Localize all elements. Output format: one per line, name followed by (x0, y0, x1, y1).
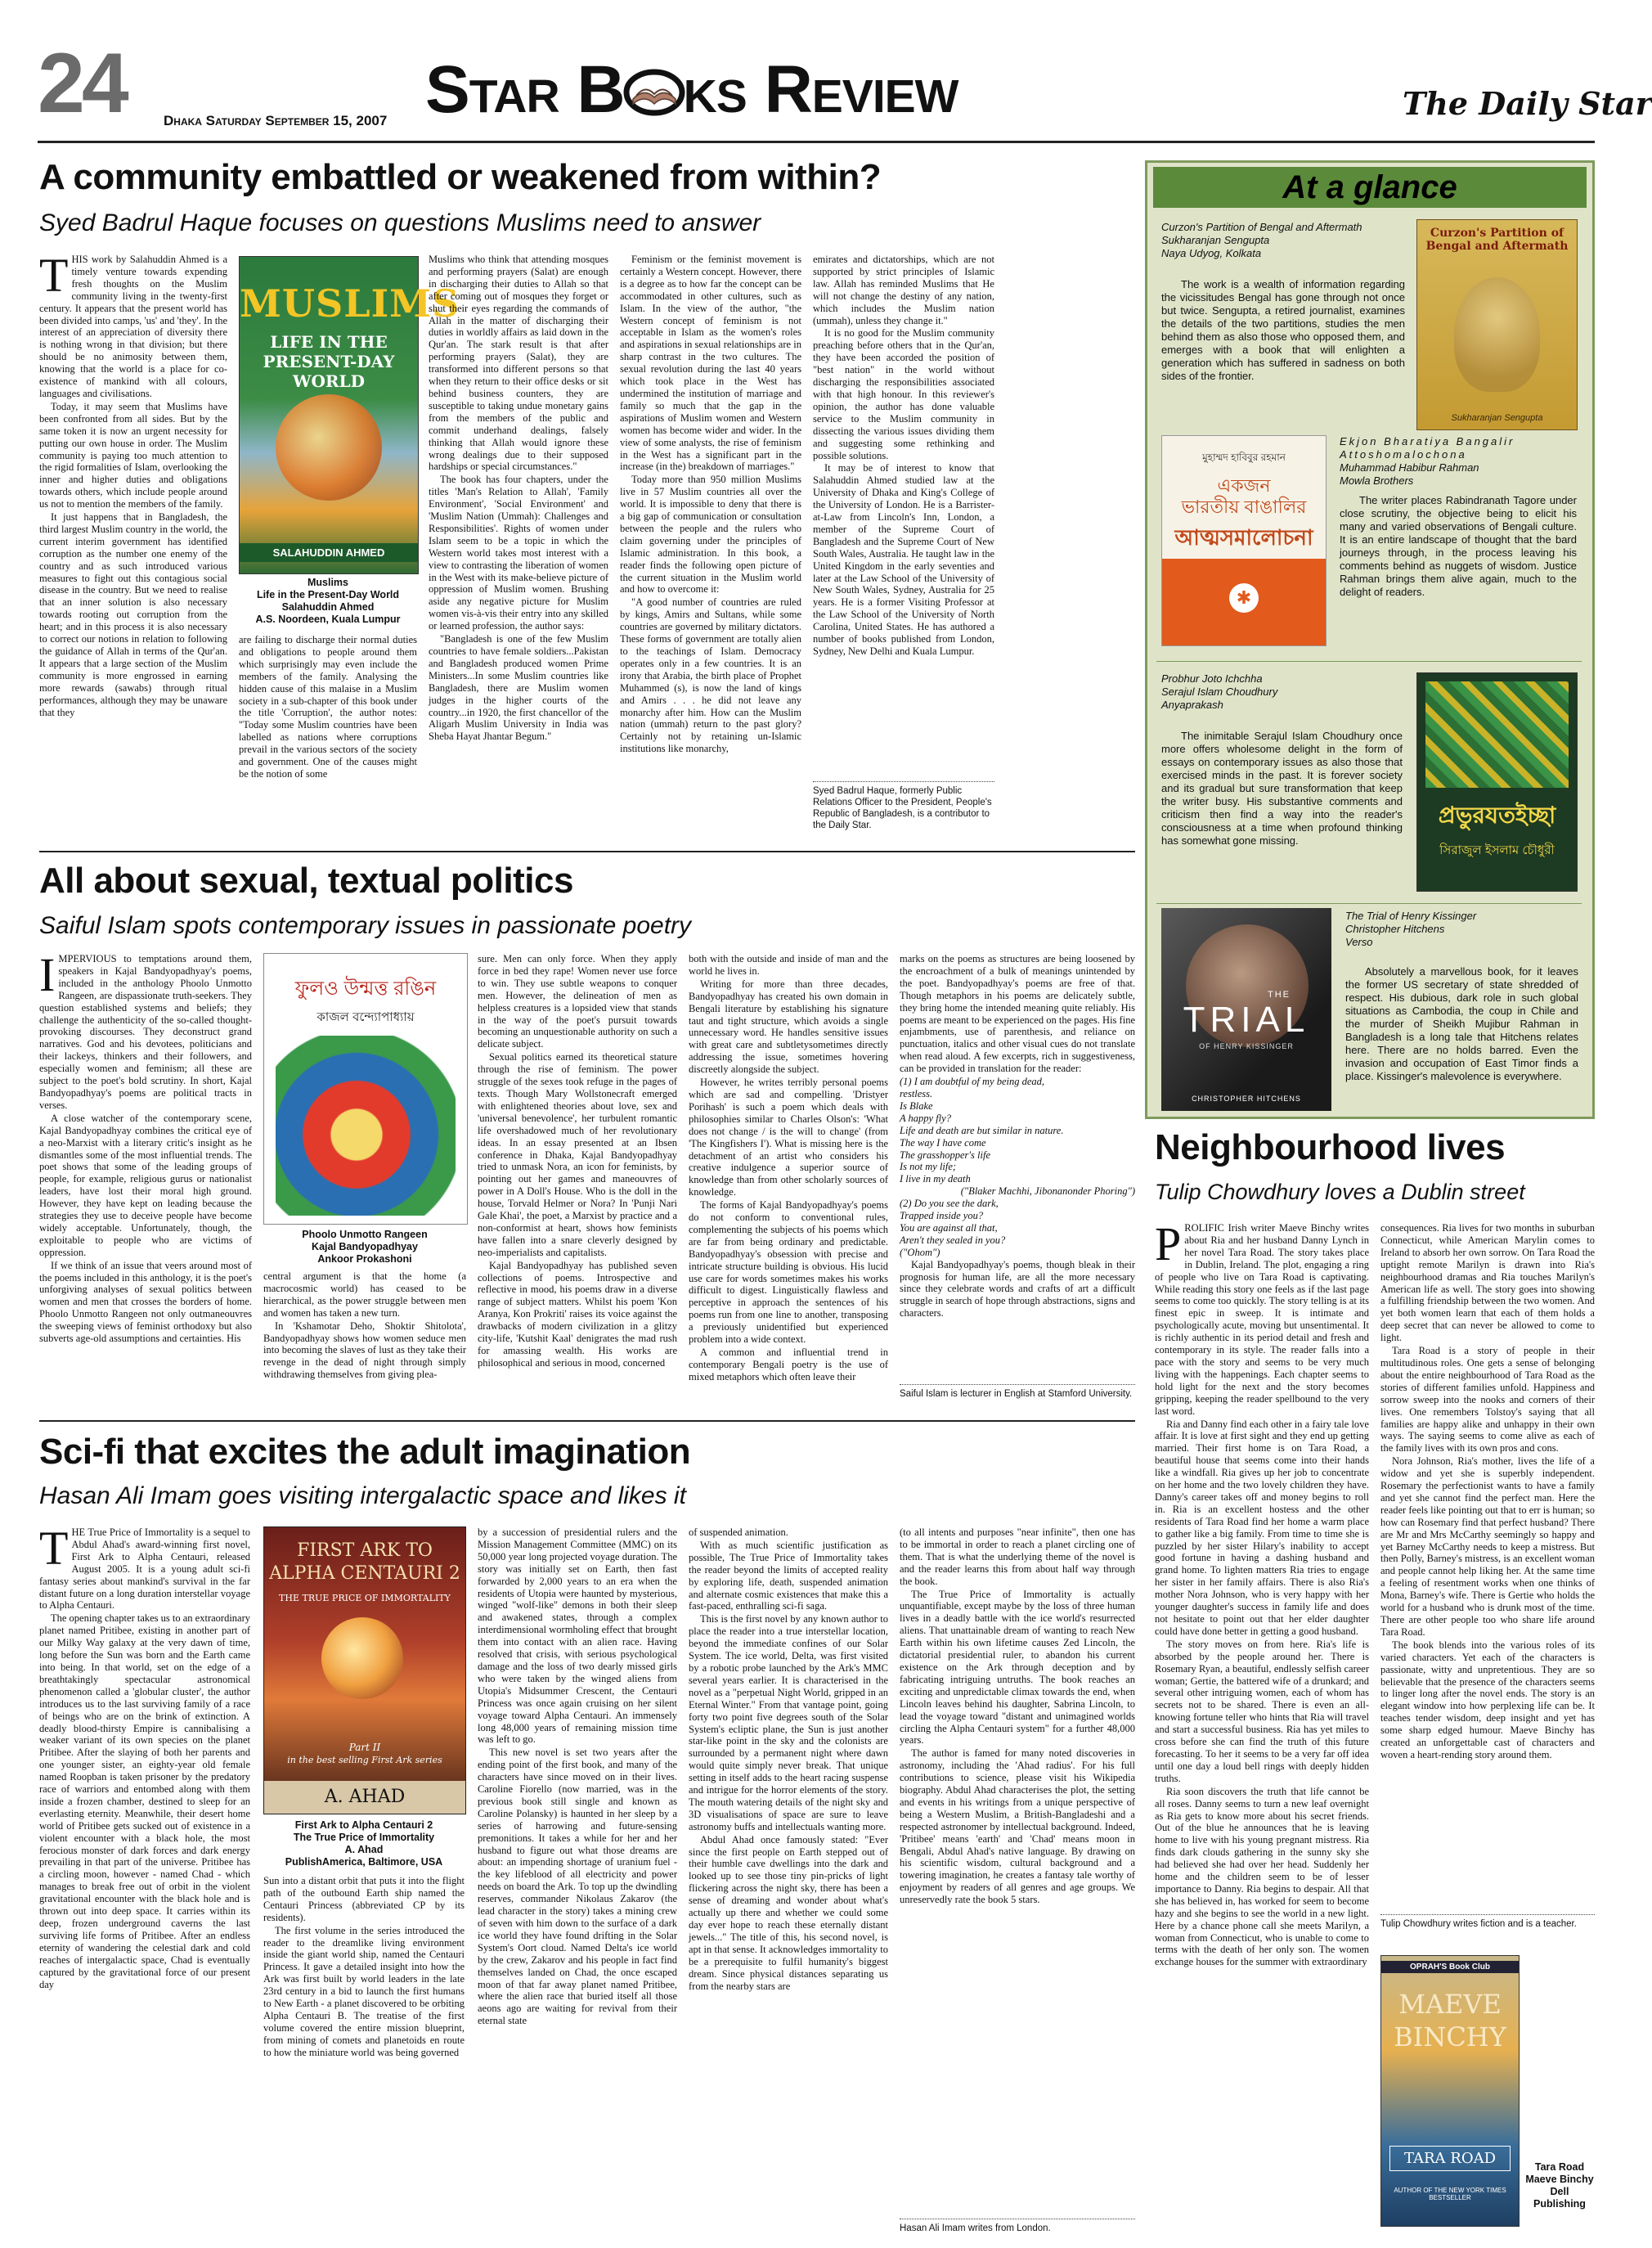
paragraph: of suspended animation. (689, 1526, 788, 1538)
cover-title: Curzon's Partition of Bengal and Aftermath (1425, 227, 1569, 253)
glance-book-author: Sukharanjan Sengupta (1161, 234, 1270, 246)
trial-book-cover (1161, 908, 1331, 1111)
glance-header: At a glance (1153, 167, 1587, 208)
article3-col1 (1155, 1217, 1369, 2245)
cover-author: সিরাজুল ইসলাম চৌধুরী (1439, 843, 1555, 857)
phoolo-book-cover (263, 953, 468, 1225)
paragraph: It may be of interest to know that Salahuddin Ahmed studied law at the University of Dhaka and King's College of the University of London. He is a Barrister-at-Law from Lincoln's Inn, London, a member of the Supreme Court of Bangladesh and the Supreme Court of New South Wales, Australia. He taught law in the United Kingdom in the early seventies and later at the Law School of the University of New South Wales, Sydney, Australia for 25 years. He is a former Visiting Professor at the Law School of the University of North Carolina, United States. He has authored a number of books published from London, Sydney, New Delhi and Kuala Lumpur. (813, 462, 994, 657)
paragraph: Tara Road is a story of people in their multitudinous roles. One gets a sense of belonging about the entire neighbourhood of Tara Road as the stories of different families unfold. Happiness and sorrow sweep into the nooks and corners of their lives. One remembers Tolstoy's saying that all families are happy alike and unhappy in their own ways. The saying seems to come alive as each of the family lives with its own pros and cons. (1380, 1345, 1595, 1454)
cover-pattern (1425, 681, 1569, 788)
caption-publisher-2: Publishing (1533, 2198, 1586, 2210)
article2-col1 (39, 948, 252, 1415)
glance-divider (1156, 903, 1582, 904)
paragraph: central argument is that the home (a macrocosmic world) has ceased to be hierarchical, as the power struggle between men and women has taken a new turn. (263, 1270, 466, 1319)
poem-line: restless. (900, 1087, 933, 1099)
article1-col1 (39, 249, 227, 855)
poem-line: (2) Do you see the dark, (900, 1198, 999, 1210)
poem-excerpt (900, 1076, 1135, 1259)
glance-book-title: The Trial of Henry Kissinger (1345, 910, 1477, 922)
article2-headline: All about sexual, textual politics (39, 861, 573, 901)
article2-subhead: Saiful Islam spots contemporary issues in passionate poetry (39, 912, 692, 939)
caption-publisher-1: Dell (1550, 2186, 1569, 2197)
cover-author: CHRISTOPHER HITCHENS (1192, 1095, 1301, 1103)
caption-subtitle: Life in the Present-Day World (256, 589, 400, 600)
cover-title-2: ALPHA CENTAURI 2 (269, 1563, 460, 1584)
cover-title-1: একজন (1217, 475, 1271, 496)
caption-author: Kajal Bandyopadhyay (312, 1241, 418, 1252)
article1-col4 (620, 254, 801, 855)
article1-col2-below (239, 634, 417, 855)
glance-item-body (1340, 494, 1577, 599)
cover-sub: OF HENRY KISSINGER (1199, 1042, 1294, 1050)
caption-title: Phoolo Unmotto Rangeen (302, 1229, 428, 1240)
dateline: Dhaka Saturday September 15, 2007 (164, 113, 388, 128)
article2-col3 (478, 953, 677, 1415)
poem-line: Aren't they sealed in you? (900, 1234, 1006, 1246)
cover-author: কাজল বন্দ্যোপাধ্যায় (316, 1010, 415, 1024)
paragraph: MPERVIOUS to temptations around them, speakers in Kajal Bandyopadhyay's poems, included in the anthology Phoolo Unmotto Rangeen, are dispassionate truth-seekers. They question established systems and beliefs; they challenge the authenticity of the so-called thought-provoking discourses. They deconstruct grand narratives. God and his devotees, politicians and their lackeys, thinkers and their followers, and especially women and feminism; all these are subject to the poet's bold scrutiny. In short, Kajal Bandyopadhyay's poems are political tracts in verses. (39, 953, 252, 1111)
paragraph: Feminism or the feminist movement is certainly a Western concept. However, there is a degree as to how far the concept can be accommodated in other cultures, such as Islam. In the view of the author, "the Western concept of feminism is not acceptable in Islam as the women's roles and aspirations in sexual relationships are in sharp contrast in the two cultures. The sexual revolution during the last 40 years which took place in the West has undermined the institution of marriage and family so much that the gap in the aspirations of Muslim women and Western women has become wider and wider. In the view of some analysts, the rise of feminism in the West has a significant part in the increase (in the) breakdown of marriages." (620, 254, 801, 473)
article2-col2-below (263, 1270, 466, 1416)
flower-art (276, 1036, 456, 1216)
star-emblem-icon: ✱ (1229, 583, 1259, 613)
paragraph: Today, it may seem that Muslims have been confronted from all sides. But by the same token it is now an urgent necessity for putting our own house in order. The Muslim community is paying too much attention to the rigid formalities of Islam, overlooking the inner and higher duties and obligations towards others, which include people around us not to mention the members of the family. (39, 400, 227, 510)
paragraph: The book has four chapters, under the titles 'Man's Relation to Allah', 'Family Environment', 'Social Environment' and 'Muslim Nation (Ummah): Challenges and Responsibilities'. Rights of women under Islam seem to be a topic in which the Western world takes most interest with a view to contrasting the liberation of women in the West with its make-believe picture of oppression of Muslim women. Brushing aside any negative picture for Muslim women vis-à-vis their entry into any skilled or learned profession, the author says: (429, 474, 608, 632)
glance-book-title: Curzon's Partition of Bengal and Aftermath (1161, 221, 1362, 233)
article3-subhead: Tulip Chowdhury loves a Dublin street (1155, 1180, 1525, 1204)
paragraph: It is no good for the Muslim community preaching before others that in the Qur'an, they have been accorded the position of "best nation" in the world without discharging the responsibilities associated with that high honour. In this reviewer's opinion, the author has done valuable service to the Muslim community in dissecting the various issues dividing them and suggesting some rethinking and possible solutions. (813, 327, 994, 461)
book-logo-icon (625, 56, 684, 104)
cover-series: in the best selling First Ark series (287, 1755, 442, 1765)
caption-author: A. Ahad (344, 1844, 384, 1855)
article1-col3 (429, 254, 608, 855)
glance-item-meta (1345, 910, 1578, 949)
cover-title: TRIAL (1183, 1000, 1310, 1040)
paragraph: The first volume in the series introduced the reader to the dreamlike living environment inside the giant world ship, named the Centauri Princess. It gave a detailed insight into how the Ark was first built by world leaders in the late 23rd century in a bid to launch the first humans to New Earth - a planet discovered to be orbiting Alpha Centauri B. The treatise of the first volume covered the entire mission blueprint, from mining of comets and planetoids en route to how the miniature world was being governed (263, 1924, 465, 2058)
poem-line: You are against all that, (900, 1221, 998, 1234)
ekjon-book-cover (1161, 435, 1327, 646)
article1-subhead: Syed Badrul Haque focuses on questions Muslims need to answer (39, 209, 761, 236)
article3-col2 (1380, 1222, 1595, 1909)
article4-book-caption (263, 1819, 465, 1868)
glance-book-publisher: Verso (1345, 936, 1373, 948)
paragraph: Abdul Ahad once famously stated: "Ever since the first people on Earth stepped out of their humble cave dwellings into the dark and looked up to see those tiny pin-pricks of light flickering across the night sky, there has been a sense of dreaming and wonder about what's actually up there and whether we could some day ever hope to reach these eternally distant jewels..." The title of this, his second novel, is apt in that sense. It acknowledges immortality to be a prerequisite to fulfil humanity's biggest dream. Since physical distances separating us from the nearby stars are (689, 1833, 888, 1992)
cover-title: TARA ROAD (1389, 2146, 1511, 2171)
article3-dropcap: P (1155, 1217, 1182, 1270)
cover-title: MUSLIMS (240, 281, 460, 326)
article1-dropcap: T (39, 249, 69, 302)
paragraph: The True Price of Immortality is actually unquantifiable, except maybe by the loss of three human lives in a deadly battle with the ice world's resurrected aliens. That unattainable dream of wanting to reach New Earth within his own lifetime causes Zed Lincoln, the dictatorial presidential ruler, to abandon his current existence on the Ark through deception and by fabricating intriguing untruths. The book reaches an exciting and unpredictable climax towards the end, when Lincoln leaves behind his daughter, Sabrina Lincoln, to lead the voyage toward "distant and unimagined worlds circling the Alpha Centauri system" for a further 48,000 years. (900, 1588, 1135, 1747)
glance-book-title: Ekjon Bharatiya Bangalir Attoshomalochona (1340, 435, 1515, 461)
article4-col5 (900, 1526, 1135, 2214)
cover-title-3: আত্মসমালোচনা (1174, 525, 1313, 550)
paragraph: Ria and Danny find each other in a fairy tale love affair. It is love at first sight and they end up getting married. Their first home is on Tara Road, a beautiful house that seems come into their hands like a windfall. Ria gives up her job to concentrate on her home and the two lovely children they have. Danny's career takes off and money begins to roll in. Ria is an excellent hostess and the other residents of Tara Road find her home a warm place to gather like a big family. From time to time she is puzzled by her sister Hilary's inability to accept good fortune in having a dashing husband and grand home. To lighten matters Ria tries to engage her sister in her family affairs. There is also Ria's mother Nora Johnson, who is very happy with her younger daughter's success in family life and does not hesitate to point out that her elder daughter could have done better in getting a good husband. (1155, 1418, 1369, 1637)
article4-col4 (689, 1526, 888, 2243)
article1-col5 (813, 254, 994, 777)
cover-author: SALAHUDDIN AHMED (240, 543, 418, 562)
cover-author-1: MAEVE (1398, 1989, 1502, 2020)
cover-author: A. AHAD (264, 1781, 465, 1814)
paragraph: The book blends into the various roles of its varied characters. Yet each of the characters is passionate, witty and unpretentious. They are so believable that the presence of the characters seems to linger long after the novel ends. The story is an elegant window into how perplexing life can be. It teaches tender wisdom, deep insight and yet has some sharp edged humour. Maeve Binchy has created an unforgettable cast of characters and woven a heart-rending story around them. (1380, 1639, 1595, 1760)
cover-title-1: FIRST ARK TO (297, 1540, 433, 1561)
globe-icon (276, 394, 382, 501)
paragraph: consequences. Ria lives for two months in suburban Connecticut, while American Marylin comes to Ireland to absorb her own sorrow. On Tara Road the uptight remote Marilyn is drawn into Ria's neighbourhood dramas and Ria touches Marilyn's American life as well. The story goes into showing a fulfilling friendship between the two women. And yet both women learn that each of them holds a deep secret that can never be allowed to come to light. (1380, 1222, 1595, 1344)
curzon-book-cover (1416, 219, 1578, 430)
article4-byline: Hasan Ali Imam writes from London. (900, 2219, 1135, 2234)
poem-line: Trapped inside you? (900, 1210, 984, 1222)
caption-author: Maeve Binchy (1525, 2174, 1594, 2185)
poem-line: Is Blake (900, 1099, 933, 1112)
paragraph: sure. Men can only force. When they apply force in bed they rape! Women never use force to win. They use subtle weapons to conquer men. However, the delineation of men as helpless creatures is a lopsided view that stands in the way of the poet's pursuit towards becoming an unquestionable authority on such a delicate subject. (478, 953, 677, 1050)
article4-dropcap: T (39, 1522, 69, 1575)
glance-book-publisher: Anyaprakash (1161, 699, 1223, 711)
section-divider (39, 1420, 1135, 1422)
section-title (425, 53, 958, 127)
poem-line: The way I have come (900, 1136, 986, 1149)
paragraph: The work is a wealth of information regarding the vicissitudes Bengal has gone through not once but twice. Sengupta, a retired journalist, examines the details of the two partitions, studies the men behind them as also those who opposed them, and emerges with a book that will enlighten a generation which has suffered in sadness on both sides of the frontier. (1161, 278, 1405, 382)
caption-subtitle: The True Price of Immortality (293, 1832, 435, 1843)
cover-footer: AUTHOR OF THE NEW YORK TIMES BESTSELLER (1394, 2187, 1506, 2201)
portrait-icon (1454, 277, 1540, 392)
poem-source: ("Blaker Machhi, Jibonanonder Phoring") (960, 1185, 1135, 1198)
glance-item-body (1345, 965, 1578, 1083)
paragraph: Sun into a distant orbit that puts it into the flight path of the outbound Earth ship named the Centauri Princess (abbreviated CP by its residents). (263, 1875, 465, 1923)
cover-subtitle: THE TRUE PRICE OF IMMORTALITY (279, 1593, 451, 1603)
article4-col2-below (263, 1875, 465, 2243)
paragraph: both with the outside and inside of man and the world he lives in. (689, 953, 888, 977)
paragraph: However, he writes terribly personal poems which are sad and compelling. 'Dristyer Porihash' is such a poem which deals with philosophies similar to Charles Olson's: 'What does not change / is the will to change' (from 'The Kingfishers I'). What is missing here is the detachment of an artist who considers his creative indulgence a superior source of knowledge than from other scholarly sources of knowledge. (689, 1077, 888, 1198)
glance-item-meta (1161, 221, 1407, 260)
paragraph: emirates and dictatorships, which are not supported by strict principles of Islamic law. Allah has reminded Muslims that He will not change the destiny of any nation, which includes the Muslim nation (ummah), unless they change it." (813, 254, 994, 326)
first-ark-book-cover (263, 1526, 466, 1814)
glance-book-author: Serajul Islam Choudhury (1161, 686, 1278, 698)
poem-line: The grasshopper's life (900, 1149, 991, 1161)
muslims-book-cover (239, 256, 460, 574)
paragraph: The opening chapter takes us to an extraordinary planet named Pritibee, existing in another part of our Milky Way galaxy at the very dawn of time, long before the Sun was born and the Earth came into being. In that world, set on the edge of a breathtakingly spectacular astronomical phenomenon called a 'globular cluster', the author introduces us to the last surviving family of a race of beings who are on the brink of extinction. A deadly blood-thirsty Empire is cannibalising a weaker variant of its own species on the planet Pritibee. After the slaying of both her parents and one younger sister, an eighty-year old female named Roopban is taken prisoner by the predatory race of warriors and entombed along with them inside a frozen chamber, destined to sleep for an everlasting eternity. Meanwhile, their desert home world of Pritibee gets sucked out of existence in a violent encounter with a black hole, the most ferocious monster of dark forces and dark energy prevailing in that part of the universe. Pritibee has a circling moon, however - named Chad - which manages to break free out of orbit in the violent gravitational encounter with the black hole and is thrown out into deep space. It carries within its deep, frozen underground caverns the last surviving life forms of Pritibee. After an endless eternity of wandering the celestial dark and cold reaches of intergalactic space, Chad is eventually captured by the gravitational force of our present day (39, 1612, 251, 1990)
cover-title: প্রভুরযতইচ্ছা (1438, 803, 1556, 828)
article3-headline: Neighbourhood lives (1155, 1127, 1506, 1167)
article1-book-caption (239, 577, 417, 626)
poem-line: Life and death are but similar in nature. (900, 1124, 1064, 1136)
cover-author: Sukharanjan Sengupta (1451, 413, 1543, 423)
cover-author-2: BINCHY (1394, 2021, 1506, 2052)
paragraph: With as much scientific justification as possible, The True Price of Immortality takes the reader beyond the limits of accepted reality by exploring life, death, suspended animation and alternate cosmic existences that make this a fast-paced, enthralling sci-fi saga. (689, 1539, 888, 1612)
paragraph: The story moves on from here. Ria's life is absorbed by the people around her. There is Rosemary Ryan, a beautiful, endlessly selfish career woman; Gertie, the battered wife of a drunkard; and several other intriguing women, each of whom has secrets not to be shared. There is even an all-knowing fortune teller who hints that Ria will travel and start a successful business. Ria has yet miles to cross before she can find the truth of this future forecasting. To her it seems to be a very far off idea until one day a loud bell rings with deeply hidden truths. (1155, 1638, 1369, 1784)
paragraph: In 'Kshamotar Deho, Shoktir Shitolota', Bandyopadhyay shows how women seduce men into becoming the slaves of lust as they take their revenge in the dead of night through simply withdrawing themselves from giving plea- (263, 1320, 466, 1381)
paragraph: are failing to discharge their normal duties and obligations to people around them which surprisingly may even include the members of the family. Analysing the hidden cause of this malaise in a Muslim society in a sub-chapter of this book under the title 'Corruption', the author notes: "Today some Muslim countries have been labelled as nations where corruptions prevail in the various sectors of the society and government. One of the causes might be the notion of some (239, 634, 417, 780)
section-title-left: Star B (425, 52, 625, 127)
article4-headline: Sci-fi that excites the adult imagination (39, 1432, 691, 1472)
paragraph: marks on the poems as structures are being loosened by the encroachment of a bulk of meanings unintended by the poet. Bandyopadhyay's poems are free of that. Though metaphors in his poems are delicately subtle, they bring home the intended meaning quite reliably. His poems are meant to be experienced on the pages. His fine enjambments, use of parenthesis, and reliance on punctuation, italics and other visual cues do not translate when read aloud. A few excerpts, rich in suggestiveness, can be provided in translation for the reader: (900, 953, 1135, 1075)
paragraph: ROLIFIC Irish writer Maeve Binchy writes about Ria and her husband Danny Lynch in her novel Tara Road. The story takes place in Dublin, Ireland. The plot, engaging a ring of people who live on Tara Road is captivating. While reading this story one feels as if the last page seems to come too quickly. The story telling is at its finest epic in sweep. It is intimate and psychologically acute, moving but unsentimental. It is richly authentic in its period detail and fresh and contemporary in its style. The reader falls into a pace with the story and seems to be very much living with the happenings. Each chapter seems to hold light for the next and the story becomes gripping, keeping the reader spellbound to the very last word. (1155, 1222, 1369, 1417)
article2-col4 (689, 953, 888, 1415)
article2-col5 (900, 953, 1135, 1377)
paragraph: Kajal Bandyopadhyay's poems, though bleak in their prognosis for human life, are all the more necessary since they celebrate words and crafts of art a difficult struggle in search of hope through abstractions, signs and characters. (900, 1258, 1135, 1320)
poem-line: (1) I am doubtful of my being dead, (900, 1076, 1045, 1088)
caption-title: Tara Road (1534, 2161, 1585, 2173)
paragraph: (to all intents and purposes "near infinite", then one has to be immortal in order to reach a planet circling one of them. That is what the underlying theme of the novel is and the reader learns this from about half way through the book. (900, 1526, 1135, 1587)
poem-line: A happy fly? (900, 1112, 951, 1124)
glance-book-author: Christopher Hitchens (1345, 923, 1445, 935)
paragraph: This is the first novel by any known author to place the reader into a true interstellar location, beyond the immediate confines of our Solar System. The ice world, Delta, was first visited by a robotic probe launched by the Ark's MMC several years earlier. It is characterised in the novel as a "perpetual Night World, gripped in an Eternal Winter." From that vantage point, going forty two point five degrees south of the Solar System's ecliptic plane, the Sun is just another star-like point in the sky and the colonists are surrounded by a permanent night where dawn would quite simply never break. That unique setting in itself adds to the heart racing suspense and intrigue for the horror elements of the story. The mouth watering details of the night sky and 3D visualisations of space are sure to leave astronomy buffs and intellectuals wanting more. (689, 1613, 888, 1832)
cover-the: THE (1268, 990, 1291, 1000)
paragraph: "Bangladesh is one of the few Muslim countries to have female soldiers...Pakistan and Bangladesh produced women Prime Ministers...In some Muslim countries like Bangladesh, there are Muslim women judges in the higher courts of the country...in 1920, the first chancellor of the Aligarh Muslim University in India was Sheba Hayat Jhantar Begum." (429, 633, 608, 743)
paragraph: Sexual politics earned its theoretical stature through the rise of feminism. The power struggle of the sexes took refuge in the pages of texts. Though Mary Wollstonecraft emerged with enlightened theories about love, sex and 'universal benevolence', her turbulent romantic life overshadowed much of her revolutionary ideas. In an essay presented at an Ibsen conference in Dhaka, Kajal Bandyopadhyay tried to unmask Nora, an icon for feminists, by pointing out her games and maneouvres of power in A Doll's House. Who is the doll in the house, Torvald Helmer or Nora? In 'Punji Nari Gale Khai', the poet, a Marxist by practice and a non-conformist at heart, shows how feminists have fallen into a snare cleverly designed by neo-imperialists and capitalists. (478, 1051, 677, 1258)
paragraph: by a succession of presidential rulers and the Mission Management Committee (MMC) on its 50,000 year long projected voyage duration. The story was initially set on Earth, then fast forwarded by 2,000 years to an era when the residents of Utopia were haunted by mysterious, winged "wolf-like" demons in both their sleep and awakened states, through a complex interdimensional wormholing effect that brought them into contact with an alien race. Having resolved that crisis, with serious psychological damage and the loss of two dearly missed girls who were taken by the winged aliens from Utopia's Midsummer Crescent, the Centauri Princess was once again cruising on her silent voyage toward Alpha Centauri. An immensely long 48,000 years of remaining mission time was left to go. (478, 1526, 677, 1746)
article1-byline: Syed Badrul Haque, formerly Public Relations Officer to the President, People's Republic of Bangladesh, is a contributor to the Daily Star. (813, 781, 994, 831)
article4-col1 (39, 1522, 251, 2243)
glance-book-title: Probhur Joto Ichchha (1161, 672, 1263, 685)
paragraph: This new novel is set two years after the ending point of the first book, and many of the characters have since moved on in their lives. Caroline Fiorello (now married, was in the previous book still single and known as Caroline Polansky) is haunted in her sleep by a series of harrowing and future-sensing premonitions. It takes a while for her and her husband to figure out what those dreams are about: an impending shortage of uranium fuel - the key lifeblood of all electricity and power needs on board the Ark. To top up the dwindling reserves, commander Nikolaus Zakarov (the lead character in the story) takes a mining crew of seven with him down to the surface of a dark ice world they have found drifting in the Solar System's Oort cloud. Named Delta's ice world by the crew, Zakarov and his people in fact find themselves landed on Chad, the once escaped moon of that far away planet named Pritibee, where the alien race that buried itself all those aeons ago are waiting for revival from their eternal state (478, 1747, 677, 2027)
cover-title-2: ভারতীয় বাঙালির (1181, 497, 1307, 517)
glance-book-author: Muhammad Habibur Rahman (1340, 461, 1479, 474)
glance-item-meta (1161, 672, 1407, 712)
article4-col3 (478, 1526, 677, 2243)
paragraph: A close watcher of the contemporary scene, Kajal Bandyopadhyay combines the critical eye of a neo-Marxist with a literary critic's insight as he dismantles some of the most influential trends. The poet shows that some of the leading groups of people, for example, religious gurus or nationalist leaders, have lost their moral high ground. However, they have kept on leading because the strategies they use to deceive people have become widely acceptable. Unfortunately, though, the exploitable to people who are victims of oppression. (39, 1112, 252, 1258)
glance-book-publisher: Naya Udyog, Kolkata (1161, 247, 1262, 259)
paragraph: Muslims who think that attending mosques and performing prayers (Salat) are enough in discharging their duties to Allah so that after coming out of mosques they forget or shut their eyes regarding the commands of Allah in the matter of discharging their duties in worldly affairs as laid down in the Qur'an. The stark result is that after performing prayers (Salat), they are transformed into different persons so that when they return to their office desks or sit behind business counters, they are susceptible to taking undue monetary gains from the members of the public and commit underhand dealings, falsely thinking that Allah would ignore these wrong dealings due to their supposed hardships or special circumstances." (429, 254, 608, 473)
section-title-right: ks Review (683, 52, 958, 127)
paragraph: "A good number of countries are ruled by kings, Amirs and Sultans, while some countries are governed by military dictators. These forms of government are totally alien to the teachings of Islam. Democracy operates only in a few countries. It is an irony that Arabia, the birth place of Prophet Muhammed (s), is now the land of kings and Amirs . . . he did not leave any monarchy after him. How can the Muslim nation (ummah) return to the past glory? Certainly not by retaining un-Islamic institutions like monarchy, (620, 596, 801, 755)
poem-source: ("Ohom") (900, 1246, 940, 1258)
paragraph: Writing for more than three decades, Bandyopadhyay has created his own domain in Bengali literature by establishing his signature taut and tight structure, which avoids a single unnecessary word. He handles sensitive issues with great care and subtletysometimes directly addressing the issue, sometimes hovering discreetly alongside the subject. (689, 978, 888, 1076)
article3-book-caption (1524, 2161, 1595, 2210)
glance-item-meta (1340, 435, 1577, 488)
cover-part: Part II (348, 1742, 381, 1753)
paragraph: Nora Johnson, Ria's mother, lives the life of a widow and yet she is superbly independent. Rosemary the perfectionist wants to have a family and yet she cannot find the perfect man. Here the reader feels like pointing out that to err is human; so how can Rosemary find that perfect husband? There are Mr and Mrs McCarthy seemingly so happy and yet Barney McCarthy needs to keep a mistress. But then Polly, Barney's mistress, is an excellent woman and people cannot help liking her. At the same time a feeling of resentment works when one thinks of Mona, Barney's wife. There is Gertie who holds the world for a husband who is drunk most of the time. There are other people too who share life around Tara Road. (1380, 1455, 1595, 1638)
paragraph: The writer places Rabindranath Tagore under close scrutiny, the objective being to elicit his many and varied observations of Bengali culture. It is an entire landscape of thought that the bard journeys through, in the process leaving his comments behind as nuggets of wisdom. Justice Rahman brings them alive again, much to the delight of readers. (1340, 494, 1577, 598)
paragraph: Ria soon discovers the truth that life cannot be all roses. Danny seems to turn a new leaf overnight as Ria gets to know more about his secret friends. Out of the blue he announces that he is leaving home to live with his young pregnant mistress. Ria finds dark clouds gathering in the sunny sky she had believed she had over her head. Suddenly her home and the children seem to be of lesser importance to Danny. Ria begins to despair. All that she has believed in, has worked for seem to become hazy and she begins to see the world in a new light. Here by a chance phone call she meets Marilyn, a woman from Connecticut, who is unable to come to terms with the death of her only son. The women exchange houses for the summer with extraordinary (1155, 1785, 1369, 1968)
caption-publisher: PublishAmerica, Baltimore, USA (285, 1856, 443, 1868)
article4-subhead: Hasan Ali Imam goes visiting intergalactic space and likes it (39, 1482, 686, 1509)
page-number: 24 (38, 36, 126, 131)
caption-title: Muslims (307, 577, 348, 588)
paragraph: Today more than 950 million Muslims live in 57 Muslim countries all over the world. It is impossible to deny that there is a big gap of communication or consultation between the people and the rulers who claim governing under the principles of Islamic administration. In this book, a reader finds the following open picture of the current situation in the Muslim world and how to overcome it: (620, 474, 801, 596)
paragraph: HE True Price of Immortality is a sequel to Abdul Ahad's award-winning first novel, First Ark to Alpha Centauri, released August 2005. It is a young adult sci-fi fantasy series about mankind's survival in the far distant future on a long duration interstellar voyage to Alpha Centauri. (39, 1526, 250, 1612)
caption-publisher: A.S. Noordeen, Kuala Lumpur (255, 614, 401, 625)
cover-banner: OPRAH'S Book Club (1381, 1961, 1519, 1973)
paragraph: If we think of an issue that veers around most of the poems included in this anthology, it is the poet's unforgiving analyses of sexual politics between women and men that crosses the borders of home. Phoolo Unmotto Rangeen not only outmaneouvres the sweeping views of feminist orthodoxy but also subverts age-old assumptions and certainties. His (39, 1259, 252, 1345)
glance-divider (1156, 661, 1582, 662)
article1-headline: A community embattled or weakened from within? (39, 157, 882, 197)
masthead-rule (38, 141, 1595, 143)
caption-publisher: Ankoor Prokashoni (317, 1253, 412, 1265)
probhur-book-cover (1416, 672, 1578, 892)
paragraph: HIS work by Salahuddin Ahmed is a timely venture towards expending fresh thoughts on the Muslim community living in the twenty-first century. It appears that the present world has been divided into camps, 'us' and 'they'. In the interest of an appreciation of diversity there is nothing wrong in that division; but there should be no animosity between them, knowing that the world is a place for co-existence of mankind with all colours, languages and civilisations. (39, 254, 227, 399)
paragraph: It just happens that in Bangladesh, the third largest Muslim country in the world, the current interim government has identified corruption as the number one enemy of the country and as such introduced various measures to fight out this contagious social disease in the country. But we need to realise that an inner solution is also necessary towards rooting out corruption from the heart; and in this process it is also necessary to correct our notions in relation to following the guidance of Allah in terms of the Qur'an. It appears that a large section of the Muslim community is more engrossed in earning more rewards (sawabs) through ritual performances, although they may be unaware that they (39, 511, 227, 718)
cover-title: ফুলও উন্মত্ত রঙিন (294, 978, 437, 1000)
paragraph: The forms of Kajal Bandyopadhyay's poems do not conform to conventional rules, complementing the subjects of his poems which are far from being ordinary and predictable. Bandyopadhyay's obsession with precise and intricate structure building is obvious. His lucid use care for words sometimes makes his works difficult to digest. Linguistically flawless and perceptive in approach the sentences of his poems run from one line to another, transposing a previously unidentified but experienced problem into a wide context. (689, 1199, 888, 1346)
paragraph: Absolutely a marvellous book, for it leaves the former US secretary of state shredded of respect. His dubious, dark role in such global situations as Cambodia, the coup in Chile and the murder of Sheikh Mujibur Rahman in Bangladesh is a long tale that Hitchens relates here. There are no holds barred. Even the invasion and occupation of East Timor finds a place. Kissinger's malevolence is everywhere. (1345, 965, 1578, 1082)
cover-author: মুহাম্মদ হাবিবুর রহমান (1202, 452, 1286, 463)
section-divider (39, 851, 1135, 852)
tara-road-book-cover (1380, 1955, 1520, 2227)
paragraph: The inimitable Serajul Islam Choudhury once more offers wholesome delight in the form of essays on contemporary issues as also those that exercised minds in the past. It is forever society and its gradual but sure transformation that keep the writer busy. His substantive comments and criticism then find a way into the reader's consciousness at a time when profound thinking has somewhat gone missing. (1161, 730, 1403, 847)
article2-byline: Saiful Islam is lecturer in English at Stamford University. (900, 1384, 1135, 1400)
paragraph: A common and influential trend in contemporary Bengali poetry is the use of mixed metaphors which often leave their (689, 1347, 888, 1383)
glance-item-body (1161, 278, 1405, 383)
paragraph: The author is famed for many noted discoveries in astronomy, including the 'Ahad radius'. For his full contributions to science, please visit his Wikipedia biography. Abdul Ahad characterises the plot, the setting and events in his writings from a unique perspective of being a Western Muslim, a British-Bangladeshi and a respected astronomer by intellectual background. Indeed, 'Pritibee' means 'earth' and 'Chad' means moon in Bengali, Abdul Ahad's native language. By drawing on his scientific wisdom, cultural background and a towering imagination, he creates a fantasy tale worthy of enjoyment by readers of all genres and age groups. We unreservedly rate the book 5 stars. (900, 1747, 1135, 1906)
article2-book-caption (263, 1229, 466, 1266)
planet-icon (321, 1617, 403, 1699)
paragraph: Kajal Bandyopadhyay has published seven collections of poems. Introspective and reflective in mood, his poems draw in a diverse range of subject matters. Whilst his poem 'Kon Aranya, Kon Prokriti' raises its voice against the drawbacks of modern civilization in a glitzy city-life, 'Kutshit Kaal' denigrates the mad rush for amassing wealth. His works are philosophical and serious in mood, concerned (478, 1259, 677, 1369)
paper-logo: The Daily Star (1403, 85, 1652, 122)
caption-title: First Ark to Alpha Centauri 2 (294, 1819, 433, 1831)
poem-line: I live in my death (900, 1173, 971, 1185)
glance-book-publisher: Mowla Brothers (1340, 474, 1414, 487)
cover-subtitle: LIFE IN THE PRESENT-DAY WORLD (263, 332, 395, 391)
article2-dropcap: I (39, 948, 56, 1001)
glance-item-body (1161, 730, 1403, 847)
caption-author: Salahuddin Ahmed (281, 601, 375, 613)
poem-line: Is not my life; (900, 1161, 957, 1173)
article3-byline: Tulip Chowdhury writes fiction and is a teacher. (1380, 1914, 1595, 1930)
